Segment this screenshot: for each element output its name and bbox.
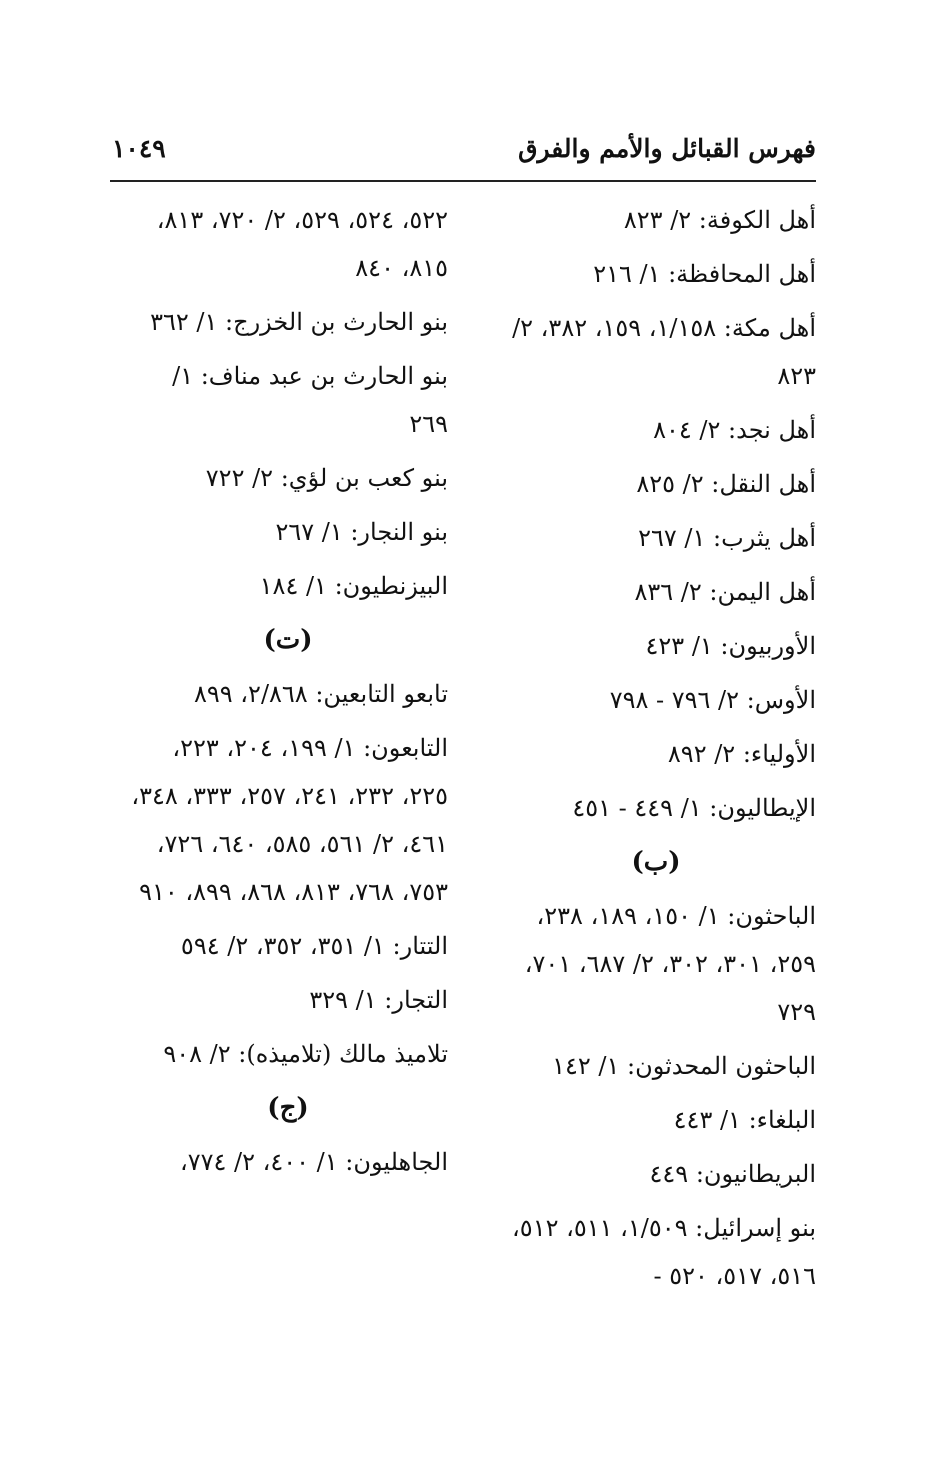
index-entry: بنو إسرائيل: ١/٥٠٩، ٥١١، ٥١٢، ٥١٦، ٥١٧، ٥٢٠ - [512, 1214, 816, 1290]
section-letter-heading: (ت) [263, 625, 313, 655]
index-entry: الأوربيون: ١/ ٤٢٣ [645, 632, 816, 660]
index-entry: بنو النجار: ١/ ٢٦٧ [275, 518, 448, 546]
page-number: ١٠٤٩ [112, 134, 166, 163]
index-entry: البلغاء: ١/ ٤٤٣ [673, 1106, 816, 1134]
index-entry: الباحثون: ١/ ١٥٠، ١٨٩، ٢٣٨، ٢٥٩، ٣٠١، ٣٠٢، ٢/ ٦٨٧، ٧٠١، ٧٢٩ [524, 902, 816, 1026]
index-entry: أهل اليمن: ٢/ ٨٣٦ [634, 578, 816, 606]
index-entry: الأوس: ٢/ ٧٩٦ - ٧٩٨ [609, 686, 816, 714]
index-entry: أهل مكة: ١/١٥٨، ١٥٩، ٣٨٢، ٢/ ٨٢٣ [512, 314, 816, 390]
index-entry: بنو الحارث بن عبد مناف: ١/ ٢٦٩ [172, 362, 448, 438]
index-entry: البريطانيون: ٤٤٩ [649, 1160, 816, 1188]
index-entry: الباحثون المحدثون: ١/ ١٤٢ [552, 1052, 816, 1080]
index-entry: بنو الحارث بن الخزرج: ١/ ٣٦٢ [150, 308, 448, 336]
index-entry: أهل نجد: ٢/ ٨٠٤ [653, 416, 816, 444]
index-entry: التجار: ١/ ٣٢٩ [309, 986, 448, 1014]
index-entry: ٥٢٢، ٥٢٤، ٥٢٩، ٢/ ٧٢٠، ٨١٣، ٨١٥، ٨٤٠ [156, 206, 448, 282]
index-entry: بنو كعب بن لؤي: ٢/ ٧٢٢ [205, 464, 448, 492]
index-entry: أهل المحافظة: ١/ ٢١٦ [593, 260, 816, 288]
index-entry: تلاميذ مالك (تلاميذه): ٢/ ٩٠٨ [163, 1040, 448, 1068]
index-entry: الإيطاليون: ١/ ٤٤٩ - ٤٥١ [572, 794, 816, 822]
index-entry: أهل يثرب: ١/ ٢٦٧ [638, 524, 816, 552]
index-entry: الأولياء: ٢/ ٨٩٢ [667, 740, 816, 768]
index-entry: البيزنطيون: ١/ ١٨٤ [259, 572, 448, 600]
index-entry: التابعون: ١/ ١٩٩، ٢٠٤، ٢٢٣، ٢٢٥، ٢٣٢، ٢٤١، ٢٥٧، ٣٣٣، ٣٤٨، ٤٦١، ٢/ ٥٦١، ٥٨٥، ٦٤٠، ٧٢٦، ٧٥٣، ٧٦٨، ٨١٣، ٨٦٨، ٨٩٩، ٩١٠ [131, 734, 448, 906]
index-entry: التتار: ١/ ٣٥١، ٣٥٢، ٢/ ٥٩٤ [180, 932, 448, 960]
right-column [496, 196, 816, 1306]
index-entry: الجاهليون: ١/ ٤٠٠، ٢/ ٧٧٤، [179, 1148, 448, 1176]
section-letter-heading: (ج) [267, 1093, 309, 1123]
left-column [128, 196, 448, 1192]
index-entry: أهل الكوفة: ٢/ ٨٢٣ [623, 206, 816, 234]
header-divider [110, 180, 816, 182]
section-letter-heading: (ب) [631, 847, 681, 877]
page-header-title: فهرس القبائل والأمم والفرق [518, 134, 816, 163]
index-entry: تابعو التابعين: ٢/٨٦٨، ٨٩٩ [194, 680, 448, 708]
index-entry: أهل النقل: ٢/ ٨٢٥ [636, 470, 816, 498]
